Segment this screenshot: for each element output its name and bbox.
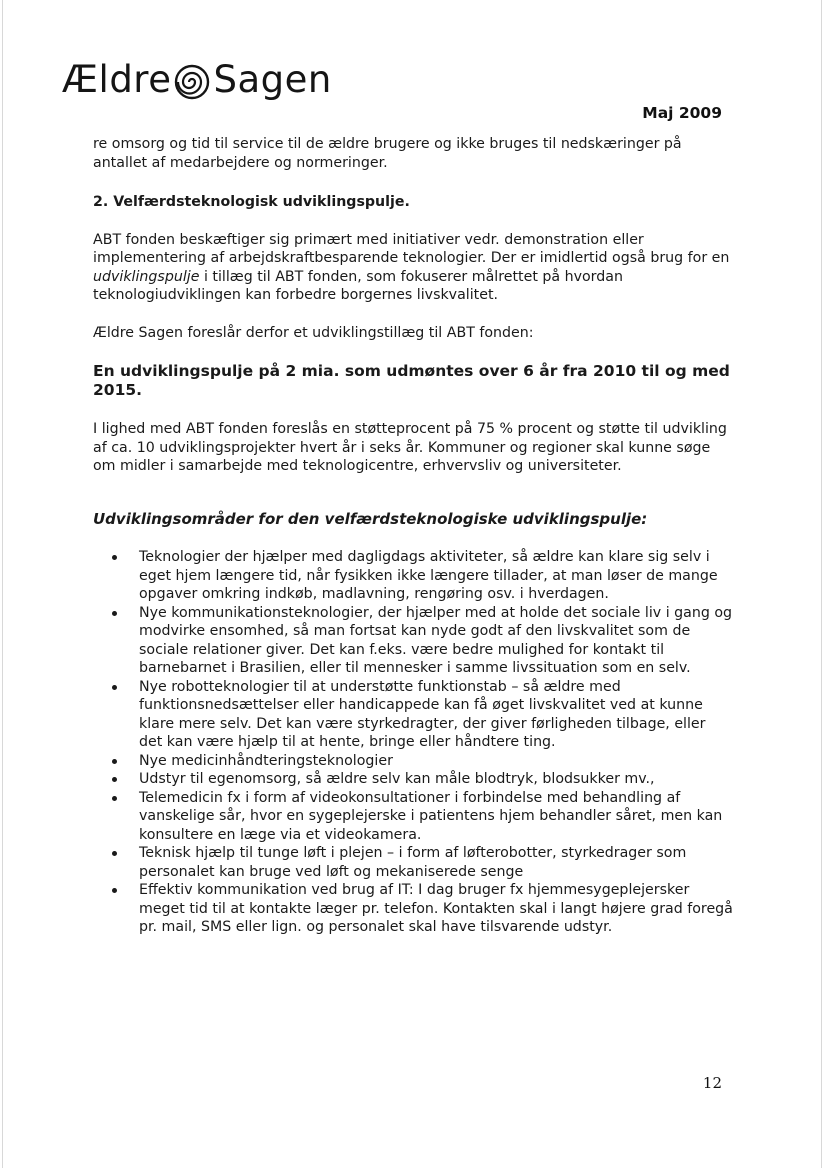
list-item [93,752,733,771]
bullet-icon [112,555,117,560]
bullet-icon [112,851,117,856]
abt-paragraph-text-2: i tillæg til ABT fonden, som fokuserer målrettet på hvordan teknologiudviklingen kan forbedre borgernes livskvalitet. [93,268,623,303]
list-item-text: Telemedicin fx i form af videokonsultationer i forbindelse med behandling af vanskelige sår, hvor en sygeplejerske i patientens hjem behandler såret, men kan konsultere en læge via et videokamera. [139,789,723,843]
document-date: Maj 2009 [642,104,722,122]
bullet-icon [112,888,117,893]
development-areas-list [93,548,733,937]
list-item-text: Teknologier der hjælper med dagligdags aktiviteter, så ældre kan klare sig selv i eget hjem længere tid, når fysikken ikke længere tillader, at man løser de mange opgaver omkring indkøb, madlavning, rengøring osv. i hverdagen. [139,549,718,602]
page-number: 12 [702,1074,722,1092]
section-heading: 2. Velfærdsteknologisk udviklingspulje. [93,194,410,210]
list-item-text: Nye kommunikationsteknologier, der hjælper med at holde det sociale liv i gang og modvirke ensomhed, så man fortsat kan nyde godt af den livskvalitet som de sociale relationer giver. Det kan f.eks. være bedre mulighed for kontakt til barnebarnet i Brasilien, eller til mennesker i samme livssituation som en selv. [139,604,733,676]
bullet-icon [112,796,117,801]
bullet-icon [112,611,117,616]
logo-text-right: Sagen [213,58,332,101]
list-item [93,881,733,937]
bold-proposal-statement: En udviklingspulje på 2 mia. som udmøntes over 6 år fra 2010 til og med 2015. [93,362,730,399]
development-areas-heading: Udviklingsområder for den velfærdsteknologiske udviklingspulje: [93,509,648,528]
spiral-logo-icon [174,64,210,100]
list-item [93,604,733,678]
scan-edge-left [2,0,3,1168]
abt-paragraph-text-1: ABT fonden beskæftiger sig primært med initiativer vedr. demonstration eller implementering af arbejdskraftbesparende teknologier. Der er imidlertid også brug for en [93,231,730,266]
list-item [93,548,733,604]
list-item [93,844,733,881]
list-item-text: Udstyr til egenomsorg, så ældre selv kan måle blodtryk, blodsukker mv., [139,771,655,787]
list-item-text: Nye robotteknologier til at understøtte funktionstab – så ældre med funktionsnedsættelser eller handicappede kan få øget livskvalitet ved at kunne klare mere selv. Det kan være styrkedragter, der giver førligheden tilbage, eller det kan være hjælp til at hente, bringe eller håndtere ting. [139,678,706,750]
list-item [93,678,733,752]
logo-text-left: Ældre [62,58,172,101]
abt-paragraph-emphasis: udviklingspulje [93,268,200,285]
organization-logo [62,58,332,101]
list-item-text: Nye medicinhåndteringsteknologier [139,752,393,769]
proposal-paragraph: Ældre Sagen foreslår derfor et udviklingstillæg til ABT fonden: [93,324,534,341]
list-item [93,789,733,845]
list-item-text: Effektiv kommunikation ved brug af IT: I dag bruger fx hjemmesygeplejersker meget tid til at kontakte læger pr. telefon. Kontakten skal i langt højere grad foregå pr. mail, SMS eller lign. og personalet skal have tilsvarende udstyr. [139,882,733,935]
list-item-text: Teknisk hjælp til tunge løft i plejen – i form af løfterobotter, styrkedrager som personalet kan bruge ved løft og mekaniserede senge [139,845,687,880]
scan-edge-right [821,0,822,1168]
funding-paragraph: I lighed med ABT fonden foreslås en støtteprocent på 75 % procent og støtte til udvikling af ca. 10 udviklingsprojekter hvert år i seks år. Kommuner og regioner skal kunne søge om midler i samarbejde med teknologicentre, erhvervsliv og universiteter. [93,421,727,474]
list-item [93,770,733,789]
bullet-icon [112,685,117,690]
document-body [93,135,733,937]
intro-paragraph: re omsorg og tid til service til de ældre brugere og ikke bruges til nedskæringer på antallet af medarbejdere og normeringer. [93,136,682,171]
bullet-icon [112,777,117,782]
bullet-icon [112,759,117,764]
abt-paragraph [93,231,733,305]
